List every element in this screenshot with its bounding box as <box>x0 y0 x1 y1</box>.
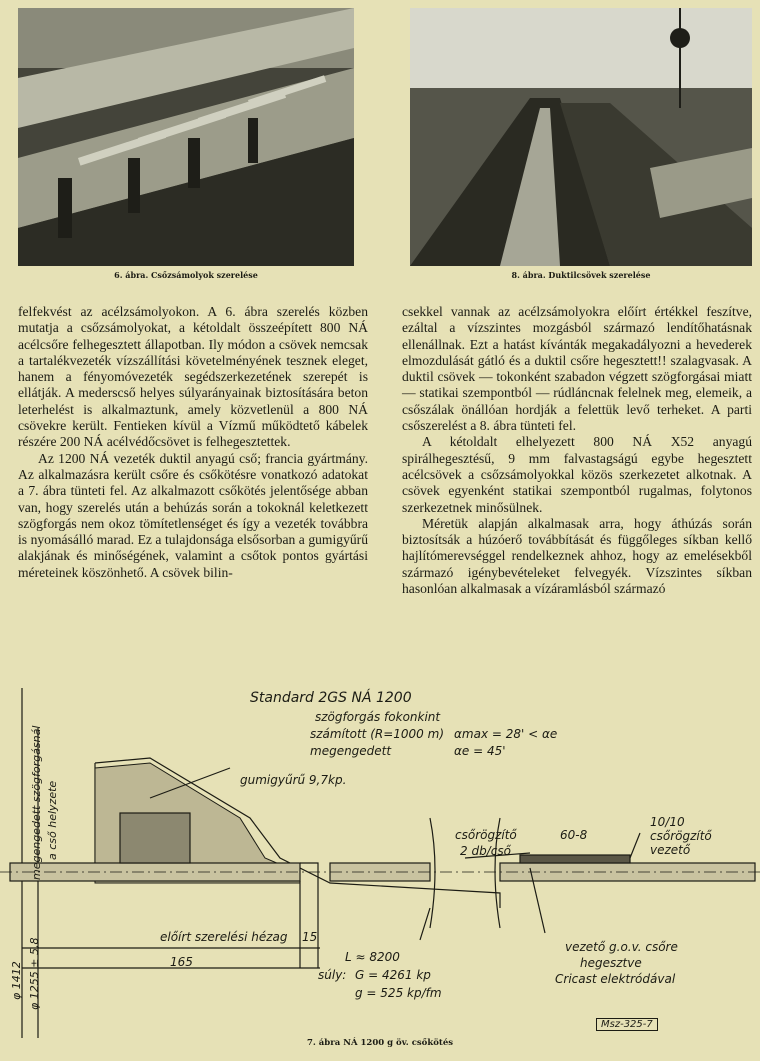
left-text-column <box>18 304 368 581</box>
paragraph: felfekvést az acélzsámolyokon. A 6. ábra szerelés közben mutatja a csőzsámolyokat, a kétoldalt összeépített 800 NÁ acélcsőre felhegesztett állapotban. Ily módon a csövek nemcsak a tartalékvezeték vízszállítási követelményének tesznek eleget, hanem a fényomóvezeték segédszerkezetének szerepét is ellátják. A mederscső helyes súlyarányainak biztosítására beton leterhelést is alkalmaztunk, amely közvetlenül a 800 NÁ csövekre került. Fentieken kívül a Vízmű működtető kábelek részére 200 NÁ acélvédőcsövet is felhegesztettek. <box>18 304 368 450</box>
drawing-label: 165 <box>170 955 193 969</box>
drawing-label: G = 4261 kp <box>355 968 431 982</box>
drawing-label: 60-8 <box>560 828 588 842</box>
drawing-stamp: Msz-325-7 <box>596 1018 658 1031</box>
drawing-label: 15 <box>302 930 318 944</box>
drawing-label: φ 1412 <box>10 961 23 1000</box>
drawing-label: αe = 45' <box>454 744 506 758</box>
drawing-label: a cső helyzete <box>46 780 59 860</box>
drawing-label: 2 db/cső <box>460 844 511 858</box>
paragraph: A kétoldalt elhelyezett 800 NÁ X52 anyagú spirálhegesztésű, 9 mm falvastagságú egybe hegesztett acélcsövek a csőzsámolyokkal közös szerkezetet alkotnak. A csövek egyenként statikai szempontból rugalmas, folytonos szerkezetnek minősülnek. <box>402 434 752 515</box>
drawing-label: szögforgás fokonkint <box>315 710 441 724</box>
drawing-label: számított (R=1000 m) <box>310 727 444 741</box>
paragraph: csekkel vannak az acélzsámolyokra előírt értékkel feszítve, ezáltal a vízszintes mozgásból származó lendítőhatásnak ellenállnak. Ezt a hatást kívánták megakadályozni a hevederek elmozdulását gátló és a duktil csőre hegesztett!! szalagvasak. A duktil csövek — tokonként szabadon végzett szögforgásai miatt — statikai szempontból — rúdláncnak felelnek meg, elemeik, a csőszálak önállóan hordják a felettük levő terheket. A parti csőszerelést a 8. ábra tünteti fel. <box>402 304 752 434</box>
photo-ductile-pipes <box>410 8 752 266</box>
paragraph: Az 1200 NÁ vezeték duktil anyagú cső; francia gyártmány. Az alkalmazásra került csőre és csőkötésre vonatkozó adatokat a 7. ábra tünteti fel. Az alkalmazott csőkötés jelentősége abban van, hogy szerelés után a behúzás során a tokoknál keletkezett szögforgás nem okoz tömítetlenséget és így a vezeték továbbra is nyomásálló marad. Ez a tulajdonsága elsősorban a gumigyűrű alakjának és minőségének, valamint a csőtok pontos gyártási méreteinek köszönhető. A csövek bilin- <box>18 450 368 580</box>
figure-caption: 7. ábra NÁ 1200 g öv. csőkötés <box>306 1038 454 1048</box>
drawing-label: αmax = 28' < αe <box>454 727 558 741</box>
drawing-label: gumigyűrű 9,7kp. <box>240 773 347 787</box>
drawing-label: hegesztve <box>580 956 642 970</box>
photo-caption: 6. ábra. Csőzsámolyok szerelése <box>114 270 258 280</box>
drawing-label: megengedett szögforgásnál <box>30 725 43 880</box>
drawing-label: L ≈ 8200 <box>345 950 400 964</box>
drawing-title: Standard 2GS NÁ 1200 <box>250 690 412 706</box>
drawing-label: súly: <box>318 968 347 982</box>
drawing-label: 10/10 csőrögzítő vezető <box>650 815 712 857</box>
right-text-column <box>402 304 752 597</box>
photo-caption: 8. ábra. Duktilcsövek szerelése <box>511 270 651 280</box>
drawing-label: φ 1255 ± 5,8 <box>28 937 41 1010</box>
photo-pipe-saddles <box>18 8 354 266</box>
drawing-label: Cricast elektródával <box>555 972 676 986</box>
drawing-label: csőrögzítő <box>455 828 517 842</box>
drawing-label: g = 525 kp/fm <box>355 986 442 1000</box>
paragraph: Méretük alapján alkalmasak arra, hogy áthúzás során biztosítsák a húzóerő továbbítását és függőleges síkban kellő hajlítómerevséggel rendelkeznek ahhoz, hogy az emelésekből származó igénybevételeket felvegyék. Vízszintes síkban hasonlóan alkalmasak a vízáramlásból származó <box>402 515 752 597</box>
drawing-label: vezető g.o.v. csőre <box>565 940 678 954</box>
drawing-label: megengedett <box>310 744 392 758</box>
drawing-label: előírt szerelési hézag <box>160 930 288 944</box>
